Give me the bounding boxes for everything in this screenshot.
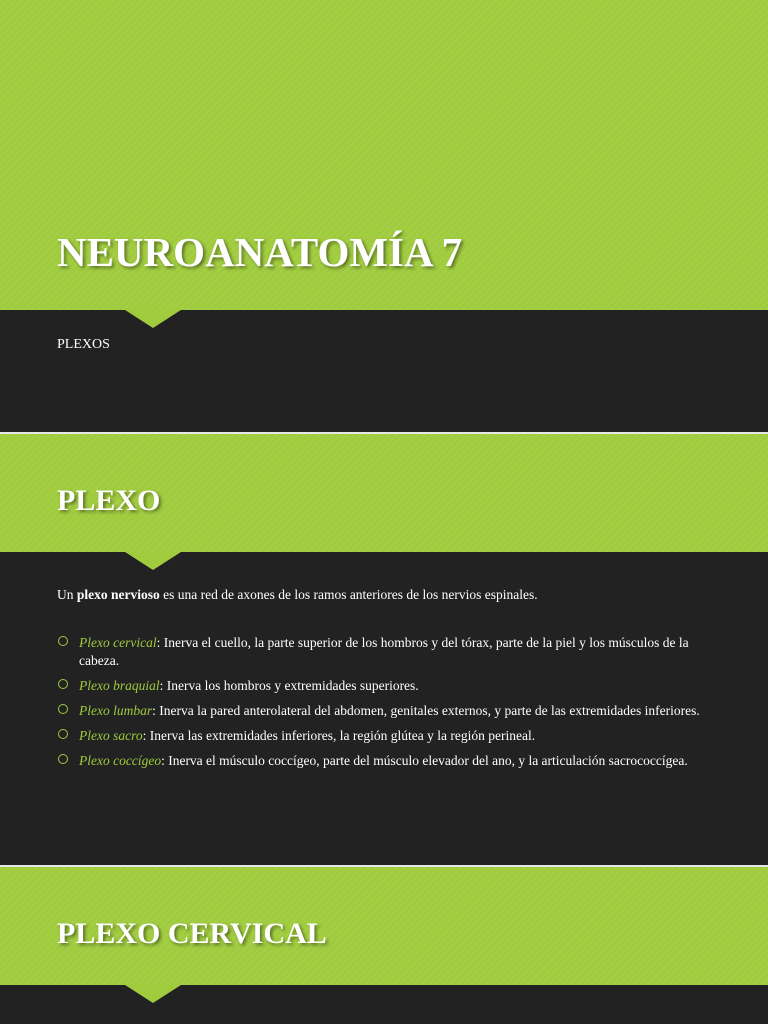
- definition-prefix: Un: [57, 587, 77, 602]
- bullet-text: : Inerva la pared anterolateral del abdomen, genitales externos, y parte de las extremidades inferiores.: [152, 703, 700, 718]
- list-item: [57, 702, 717, 720]
- slide-1-notch: [125, 310, 181, 328]
- slide-1: [0, 0, 768, 432]
- slide-3-notch: [125, 985, 181, 1003]
- circle-bullet-icon: [58, 704, 68, 714]
- bullet-term: Plexo cervical: [79, 635, 157, 650]
- bullet-term: Plexo lumbar: [79, 703, 153, 718]
- circle-bullet-icon: [58, 679, 68, 689]
- bullet-term: Plexo sacro: [79, 728, 143, 743]
- plexo-bullet-list: [57, 634, 717, 777]
- list-item: [57, 634, 717, 670]
- slide-2-title: PLEXO: [57, 484, 161, 517]
- circle-bullet-icon: [58, 636, 68, 646]
- bullet-text: : Inerva las extremidades inferiores, la región glútea y la región perineal.: [142, 728, 536, 743]
- bullet-text: : Inerva el músculo coccígeo, parte del músculo elevador del ano, y la articulación sacrococcígea.: [161, 753, 688, 768]
- plexo-definition: [57, 586, 717, 604]
- list-item: [57, 677, 717, 695]
- circle-bullet-icon: [58, 754, 68, 764]
- definition-suffix: es una red de axones de los ramos anteriores de los nervios espinales.: [159, 587, 538, 602]
- slide-3: [0, 867, 768, 1024]
- circle-bullet-icon: [58, 729, 68, 739]
- slide-2: [0, 434, 768, 865]
- slide-3-content-band: [0, 985, 768, 1024]
- slide-1-content-band: [0, 310, 768, 432]
- list-item: [57, 727, 717, 745]
- list-item: [57, 752, 717, 770]
- bullet-term: Plexo braquial: [79, 678, 160, 693]
- slide-3-title: PLEXO CERVICAL: [57, 917, 327, 950]
- slide-1-title: NEUROANATOMÍA 7: [57, 229, 463, 275]
- slide-1-subtitle: PLEXOS: [57, 337, 110, 352]
- slide-2-notch: [125, 552, 181, 570]
- bullet-term: Plexo coccígeo: [79, 753, 162, 768]
- bullet-text: : Inerva el cuello, la parte superior de los hombros y del tórax, parte de la piel y los músculos de la cabeza.: [79, 635, 689, 668]
- definition-bold-term: plexo nervioso: [76, 587, 160, 602]
- bullet-text: : Inerva los hombros y extremidades superiores.: [159, 678, 419, 693]
